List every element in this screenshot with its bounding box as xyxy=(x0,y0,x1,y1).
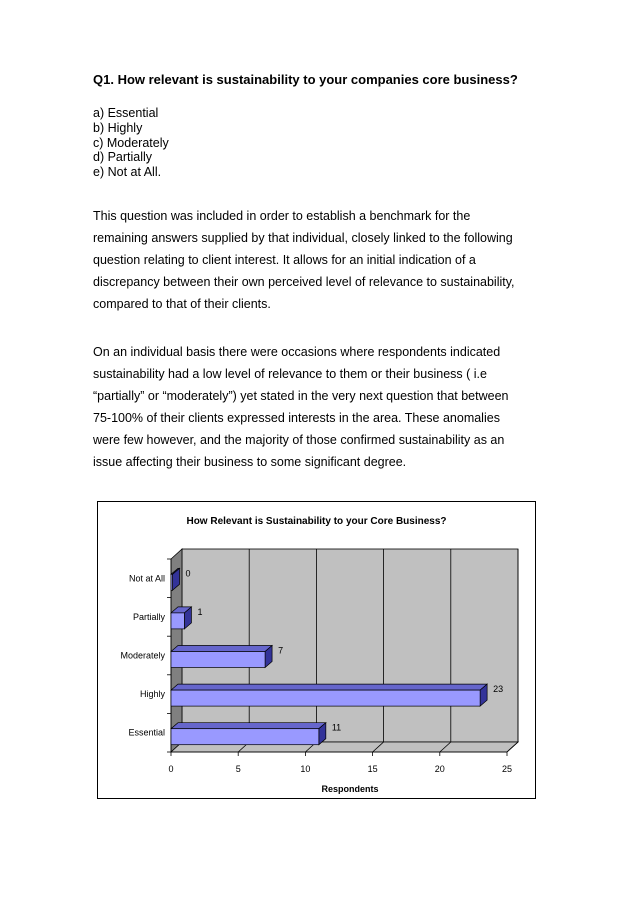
option-item: d) Partially xyxy=(93,150,153,165)
category-label: Essential xyxy=(128,727,165,738)
paragraph-line: 75-100% of their clients expressed interests in the area. These anomalies xyxy=(93,411,500,425)
paragraph-line: remaining answers supplied by that individual, closely linked to the following xyxy=(93,231,513,245)
x-tick-label: 5 xyxy=(235,764,241,774)
bar xyxy=(171,574,173,590)
bar-chart xyxy=(98,502,535,798)
option-item: c) Moderately xyxy=(93,135,169,150)
paragraph-line: This question was included in order to establish a benchmark for the xyxy=(93,209,471,223)
paragraph-line: issue affecting their business to some significant degree. xyxy=(93,455,407,469)
answer-options-list xyxy=(93,106,169,180)
category-label: Highly xyxy=(139,689,165,700)
bar xyxy=(171,652,265,668)
bar-value-label: 11 xyxy=(331,722,342,733)
bar-value-label: 0 xyxy=(185,568,191,579)
bar-top xyxy=(171,723,326,729)
paragraph-line: question relating to client interest. It allows for an initial indication of a xyxy=(93,253,476,267)
paragraph-benchmark xyxy=(93,205,543,315)
x-tick-label: 0 xyxy=(168,764,174,774)
bar-top xyxy=(171,646,272,652)
x-tick-label: 25 xyxy=(501,764,513,774)
category-label: Moderately xyxy=(120,650,165,661)
category-label: Partially xyxy=(132,611,165,622)
option-item: e) Not at All. xyxy=(93,165,162,180)
x-axis-title: Respondents xyxy=(321,784,379,794)
bar xyxy=(171,729,319,745)
paragraph-anomalies xyxy=(93,341,543,473)
x-tick-label: 10 xyxy=(300,764,311,774)
paragraph-line: compared to that of their clients. xyxy=(93,297,271,311)
bar-value-label: 7 xyxy=(278,645,284,656)
paragraph-line: discrepancy between their own perceived level of relevance to sustainability, xyxy=(93,275,515,289)
bar xyxy=(171,690,480,706)
option-item: a) Essential xyxy=(93,106,159,120)
paragraph-line: sustainability had a low level of relevance to them or their business ( i.e xyxy=(93,367,487,381)
bar-top xyxy=(171,684,487,690)
x-tick-label: 15 xyxy=(367,764,378,774)
chart-frame xyxy=(97,501,536,799)
option-item: b) Highly xyxy=(93,120,143,135)
question-heading: Q1. How relevant is sustainability to your companies core business? xyxy=(93,72,518,87)
x-tick-label: 20 xyxy=(434,764,445,774)
category-label: Not at All xyxy=(128,573,165,584)
paragraph-line: On an individual basis there were occasions where respondents indicated xyxy=(93,345,501,359)
bar-value-label: 1 xyxy=(197,606,203,617)
paragraph-line: “partially” or “moderately”) yet stated in the very next question that between xyxy=(93,389,509,403)
bar-value-label: 23 xyxy=(493,684,504,695)
bar xyxy=(171,613,184,629)
paragraph-line: were few however, and the majority of those confirmed sustainability as an xyxy=(93,433,505,447)
chart-title: How Relevant is Sustainability to your Core Business? xyxy=(186,516,447,527)
